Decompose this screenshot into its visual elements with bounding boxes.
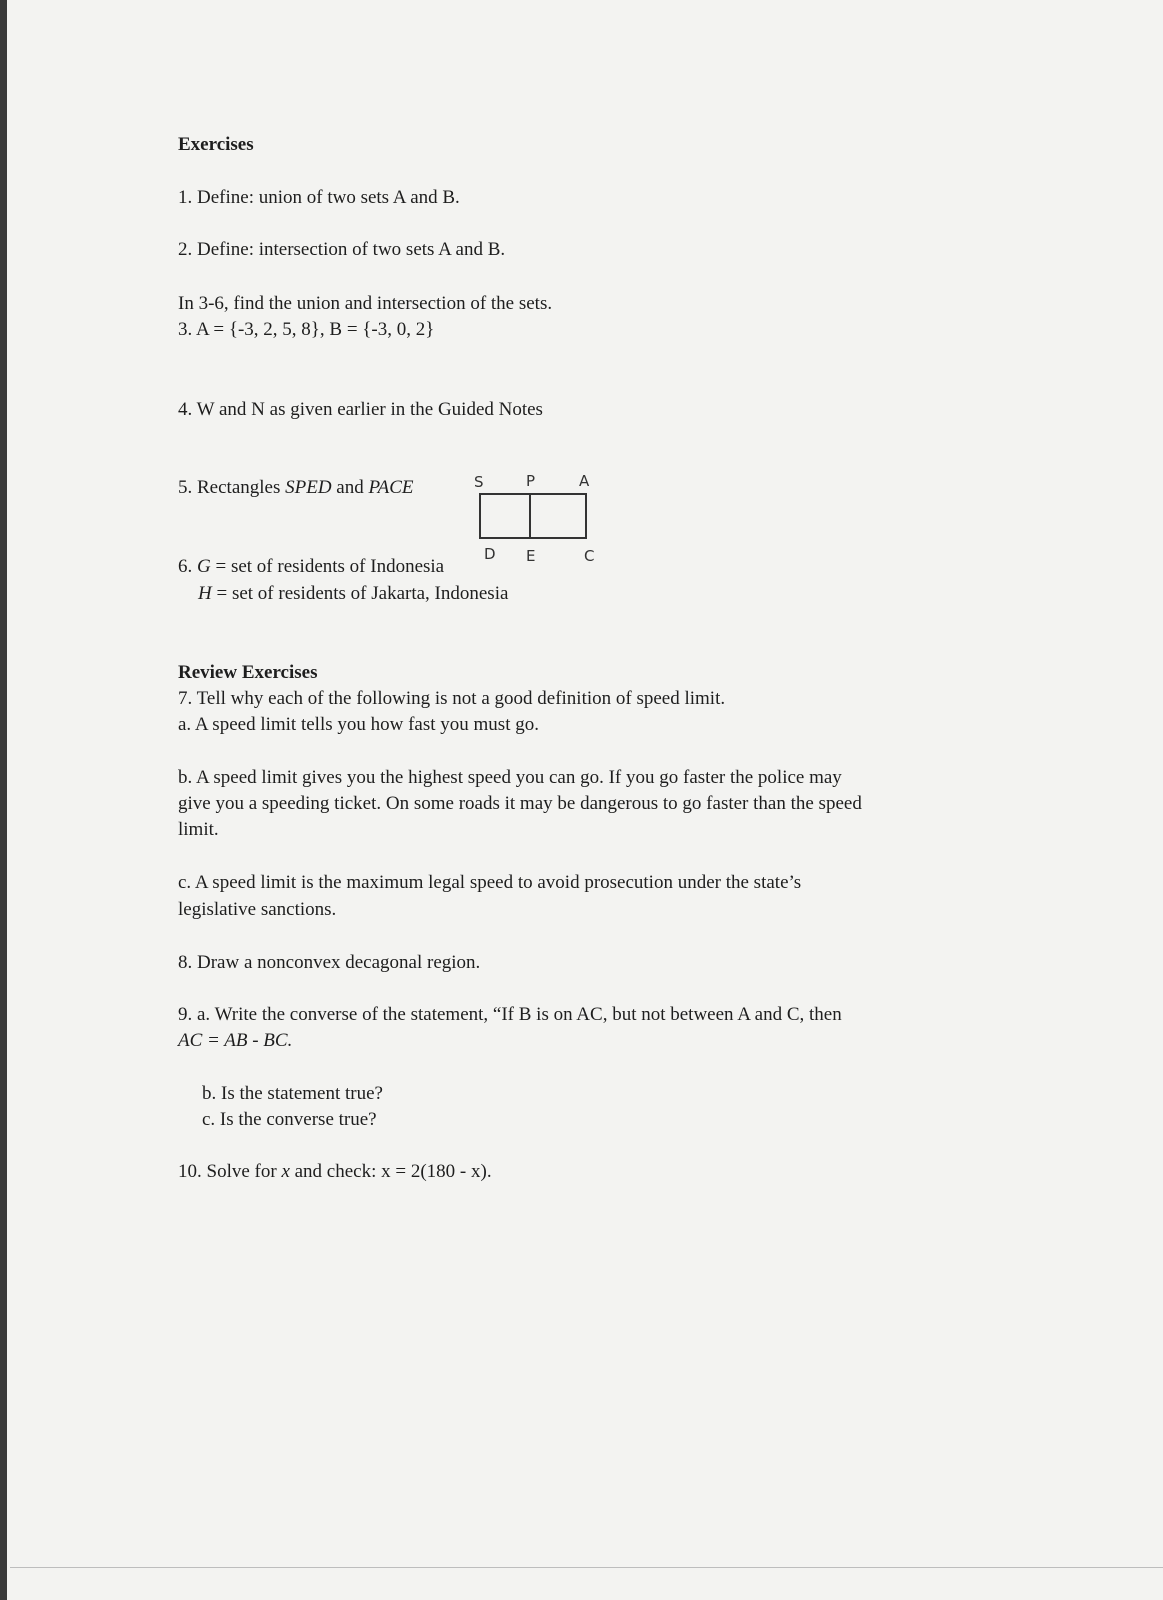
- label-e: E: [526, 547, 536, 565]
- question-9c: c. Is the converse true?: [202, 1109, 377, 1130]
- question-3: 3. A = {-3, 2, 5, 8}, B = {-3, 0, 2}: [178, 319, 435, 340]
- question-5: [178, 476, 414, 500]
- label-p: P: [526, 472, 536, 490]
- q10-var: x: [281, 1161, 290, 1182]
- question-7: 7. Tell why each of the following is not a good definition of speed limit.: [178, 688, 726, 709]
- question-7c-line-2: legislative sanctions.: [178, 899, 337, 920]
- label-c: C: [584, 547, 595, 565]
- question-7b-line-3: limit.: [178, 819, 219, 840]
- label-s: S: [474, 473, 484, 491]
- label-a: A: [579, 472, 590, 490]
- q10-mid: and check:: [289, 1161, 382, 1182]
- question-1: 1. Define: union of two sets A and B.: [178, 187, 460, 208]
- q6-g-var: G: [197, 556, 211, 577]
- instructions-3-6: In 3-6, find the union and intersection of the sets.: [178, 293, 553, 314]
- question-7c-line-1: c. A speed limit is the maximum legal speed to avoid prosecution under the state’s: [178, 872, 802, 893]
- bottom-rule: [10, 1567, 1163, 1568]
- q10-prefix: 10. Solve for: [178, 1161, 282, 1182]
- q6-g-text: = set of residents of Indonesia: [210, 556, 445, 577]
- question-6-h: [198, 582, 508, 606]
- question-8: 8. Draw a nonconvex decagonal region.: [178, 952, 481, 973]
- q5-rect-1: SPED: [285, 477, 332, 498]
- q5-prefix: 5. Rectangles: [178, 477, 286, 498]
- question-7b-line-2: give you a speeding ticket. On some roads it may be dangerous to go faster than the speed: [178, 793, 862, 814]
- q10-equation: x = 2(180 - x).: [381, 1161, 492, 1182]
- question-4: 4. W and N as given earlier in the Guided Notes: [178, 399, 543, 420]
- review-heading: Review Exercises: [178, 662, 318, 683]
- q6-h-text: = set of residents of Jakarta, Indonesia: [211, 583, 509, 604]
- q5-rect-2: PACE: [368, 477, 414, 498]
- question-7a: a. A speed limit tells you how fast you must go.: [178, 714, 539, 735]
- question-2: 2. Define: intersection of two sets A and B.: [178, 239, 506, 260]
- label-d: D: [484, 545, 496, 563]
- q5-and: and: [331, 477, 369, 498]
- question-9a-line-2: AC = AB - BC.: [178, 1030, 293, 1051]
- question-9a-line-1: 9. a. Write the converse of the statement, “If B is on AC, but not between A and C, then: [178, 1004, 842, 1025]
- rectangles-sped-pace-sketch: [466, 470, 606, 570]
- question-7b-line-1: b. A speed limit gives you the highest speed you can go. If you go faster the police may: [178, 767, 842, 788]
- exercises-heading: Exercises: [178, 134, 254, 155]
- question-10: [178, 1160, 492, 1184]
- q6-h-var: H: [198, 583, 212, 604]
- question-6-g: [178, 555, 444, 579]
- q6-prefix: 6.: [178, 556, 197, 577]
- rectangle-outline: [480, 494, 586, 538]
- question-9b: b. Is the statement true?: [202, 1083, 383, 1104]
- scan-edge: [0, 0, 7, 1600]
